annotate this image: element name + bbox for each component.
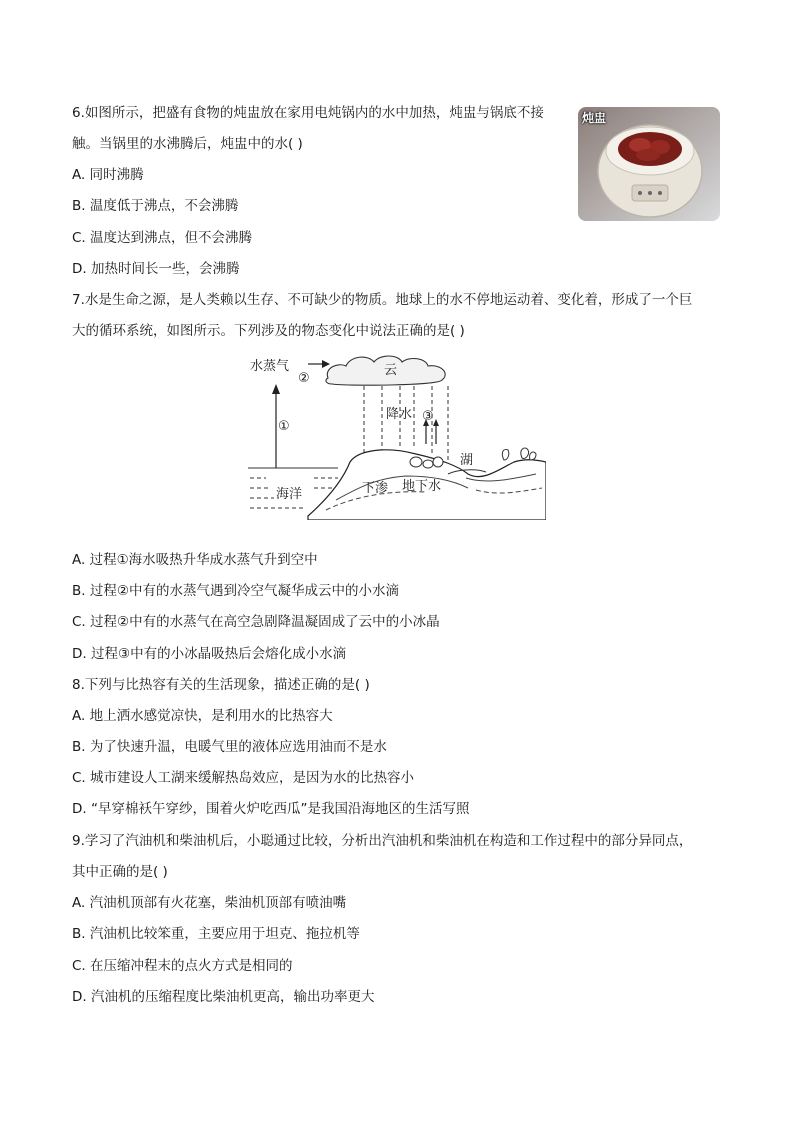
q9-option-c: C. 在压缩冲程末的点火方式是相同的 bbox=[72, 958, 293, 974]
q9-stem-line1: 9.学习了汽油机和柴油机后，小聪通过比较，分析出汽油机和柴油机在构造和工作过程中的部分异同点， bbox=[72, 833, 693, 849]
q8-option-a: A. 地上洒水感觉凉快，是利用水的比热容大 bbox=[72, 708, 333, 724]
stew-pot-photo bbox=[578, 107, 720, 221]
q7-option-b: B. 过程②中有的水蒸气遇到冷空气凝华成云中的小水滴 bbox=[72, 583, 399, 599]
q9-option-b: B. 汽油机比较笨重，主要应用于坦克、拖拉机等 bbox=[72, 926, 360, 942]
label-precipitation: 降水 bbox=[386, 407, 413, 422]
q7-option-c: C. 过程②中有的水蒸气在高空急剧降温凝固成了云中的小冰晶 bbox=[72, 614, 440, 630]
label-ocean: 海洋 bbox=[276, 487, 303, 502]
label-cloud: 云 bbox=[384, 363, 398, 378]
q6-option-a: A. 同时沸腾 bbox=[72, 167, 144, 183]
q6-stem-line1: 6.如图所示，把盛有食物的炖盅放在家用电炖锅内的水中加热，炖盅与锅底不接 bbox=[72, 105, 544, 121]
q6-option-c: C. 温度达到沸点，但不会沸腾 bbox=[72, 230, 253, 246]
label-lake: 湖 bbox=[460, 453, 474, 468]
q7-stem-line2: 大的循环系统，如图所示。下列涉及的物态变化中说法正确的是( ) bbox=[72, 323, 465, 339]
q8-option-b: B. 为了快速升温，电暖气里的液体应选用油而不是水 bbox=[72, 739, 387, 755]
q7-option-a: A. 过程①海水吸热升华成水蒸气升到空中 bbox=[72, 552, 318, 568]
q7-stem-line1: 7.水是生命之源，是人类赖以生存、不可缺少的物质。地球上的水不停地运动着、变化着，形成了一个巨 bbox=[72, 292, 693, 308]
q6-stem-line2: 触。当锅里的水沸腾后，炖盅中的水( ) bbox=[72, 136, 303, 152]
label-step3: ③ bbox=[422, 409, 434, 424]
label-seep: 下渗 bbox=[362, 481, 389, 496]
label-step2: ② bbox=[298, 371, 310, 386]
label-vapor: 水蒸气 bbox=[250, 359, 290, 374]
photo-label: 炖盅 bbox=[582, 111, 607, 125]
q9-stem-line2: 其中正确的是( ) bbox=[72, 864, 168, 880]
q9-option-a: A. 汽油机顶部有火花塞，柴油机顶部有喷油嘴 bbox=[72, 895, 347, 911]
q8-option-c: C. 城市建设人工湖来缓解热岛效应，是因为水的比热容小 bbox=[72, 770, 415, 786]
label-groundwater: 地下水 bbox=[402, 479, 442, 494]
q8-stem: 8.下列与比热容有关的生活现象，描述正确的是( ) bbox=[72, 677, 370, 693]
q7-option-d: D. 过程③中有的小冰晶吸热后会熔化成小水滴 bbox=[72, 646, 347, 662]
label-step1: ① bbox=[278, 419, 290, 434]
q6-option-d: D. 加热时间长一些，会沸腾 bbox=[72, 261, 240, 277]
q8-option-d: D. “早穿棉袄午穿纱，围着火炉吃西瓜”是我国沿海地区的生活写照 bbox=[72, 801, 470, 817]
water-cycle-diagram bbox=[246, 350, 546, 520]
q9-option-d: D. 汽油机的压缩程度比柴油机更高，输出功率更大 bbox=[72, 989, 375, 1005]
q6-option-b: B. 温度低于沸点，不会沸腾 bbox=[72, 198, 239, 214]
